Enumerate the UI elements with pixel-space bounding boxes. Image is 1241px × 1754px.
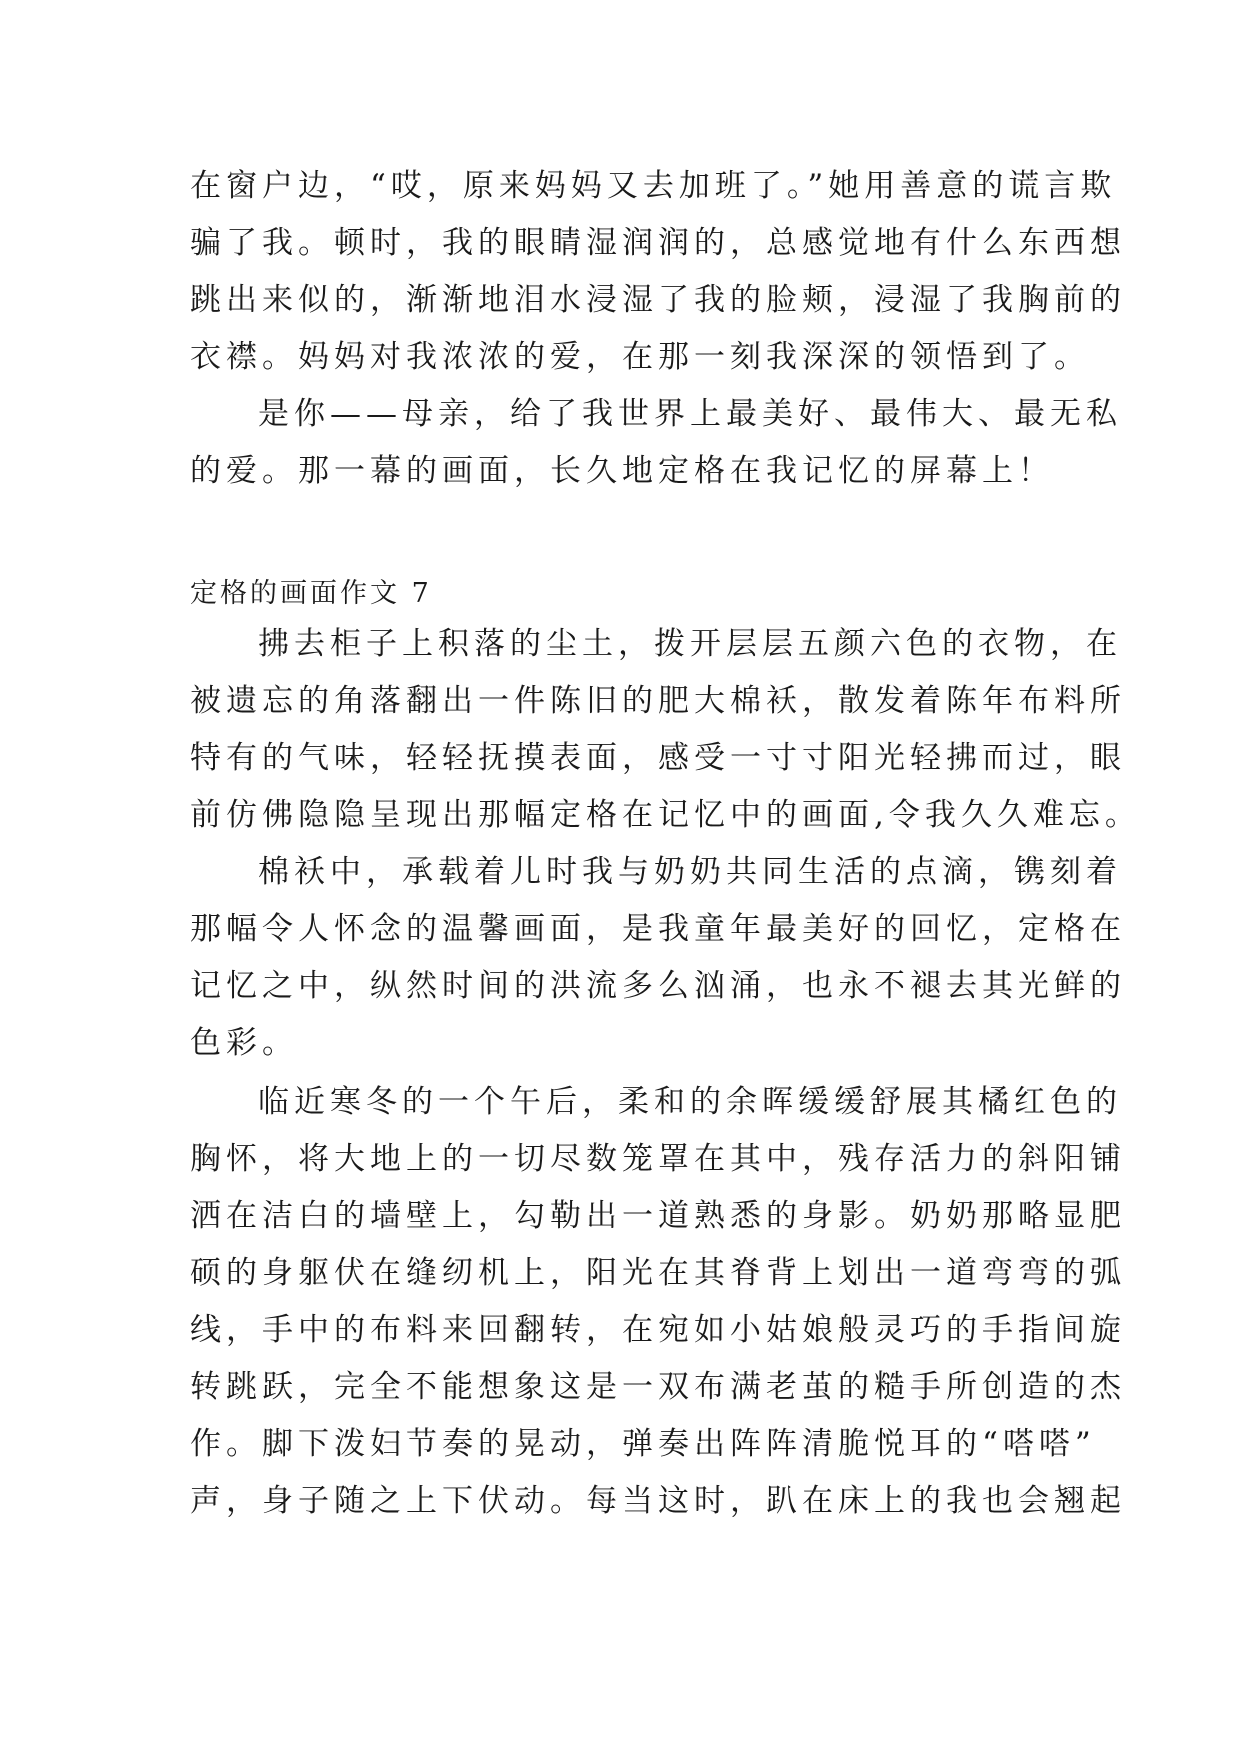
text-line: 骗了我。顿时，我的眼睛湿润润的，总感觉地有什么东西想 bbox=[190, 225, 1126, 261]
text-line: 色彩。 bbox=[190, 1025, 298, 1061]
text-line: 作。脚下泼妇节奏的晃动，弹奏出阵阵清脆悦耳的“嗒嗒” bbox=[190, 1426, 1096, 1462]
text-line: 在窗户边，“哎，原来妈妈又去加班了。”她用善意的谎言欺 bbox=[190, 168, 1117, 204]
text-line: 衣襟。妈妈对我浓浓的爱，在那一刻我深深的领悟到了。 bbox=[190, 339, 1090, 375]
text-line: 棉袄中，承载着儿时我与奶奶共同生活的点滴，镌刻着 bbox=[258, 854, 1122, 890]
text-line: 前仿佛隐隐呈现出那幅定格在记忆中的画面,令我久久难忘。 bbox=[190, 797, 1141, 833]
text-line: 跳出来似的，渐渐地泪水浸湿了我的脸颊，浸湿了我胸前的 bbox=[190, 282, 1126, 318]
text-line: 声，身子随之上下伏动。每当这时，趴在床上的我也会翘起 bbox=[190, 1483, 1126, 1519]
text-line: 胸怀，将大地上的一切尽数笼罩在其中，残存活力的斜阳铺 bbox=[190, 1141, 1126, 1177]
text-line: 记忆之中，纵然时间的洪流多么汹涌，也永不褪去其光鲜的 bbox=[190, 968, 1126, 1004]
text-line: 硕的身躯伏在缝纫机上，阳光在其脊背上划出一道弯弯的弧 bbox=[190, 1255, 1126, 1291]
text-line: 线，手中的布料来回翻转，在宛如小姑娘般灵巧的手指间旋 bbox=[190, 1312, 1126, 1348]
text-line: 特有的气味，轻轻抚摸表面，感受一寸寸阳光轻拂而过，眼 bbox=[190, 740, 1126, 776]
text-line: 那幅令人怀念的温馨画面，是我童年最美好的回忆，定格在 bbox=[190, 911, 1126, 947]
text-line: 临近寒冬的一个午后，柔和的余晖缓缓舒展其橘红色的 bbox=[258, 1084, 1122, 1120]
text-line: 被遗忘的角落翻出一件陈旧的肥大棉袄，散发着陈年布料所 bbox=[190, 683, 1126, 719]
text-line: 洒在洁白的墙壁上，勾勒出一道熟悉的身影。奶奶那略显肥 bbox=[190, 1198, 1126, 1234]
text-line: 转跳跃，完全不能想象这是一双布满老茧的糙手所创造的杰 bbox=[190, 1369, 1126, 1405]
text-line: 是你——母亲，给了我世界上最美好、最伟大、最无私 bbox=[258, 396, 1122, 432]
section-heading: 定格的画面作文 7 bbox=[190, 578, 432, 609]
text-line: 拂去柜子上积落的尘土，拨开层层五颜六色的衣物，在 bbox=[258, 626, 1122, 662]
text-line: 的爱。那一幕的画面，长久地定格在我记忆的屏幕上！ bbox=[190, 453, 1054, 489]
